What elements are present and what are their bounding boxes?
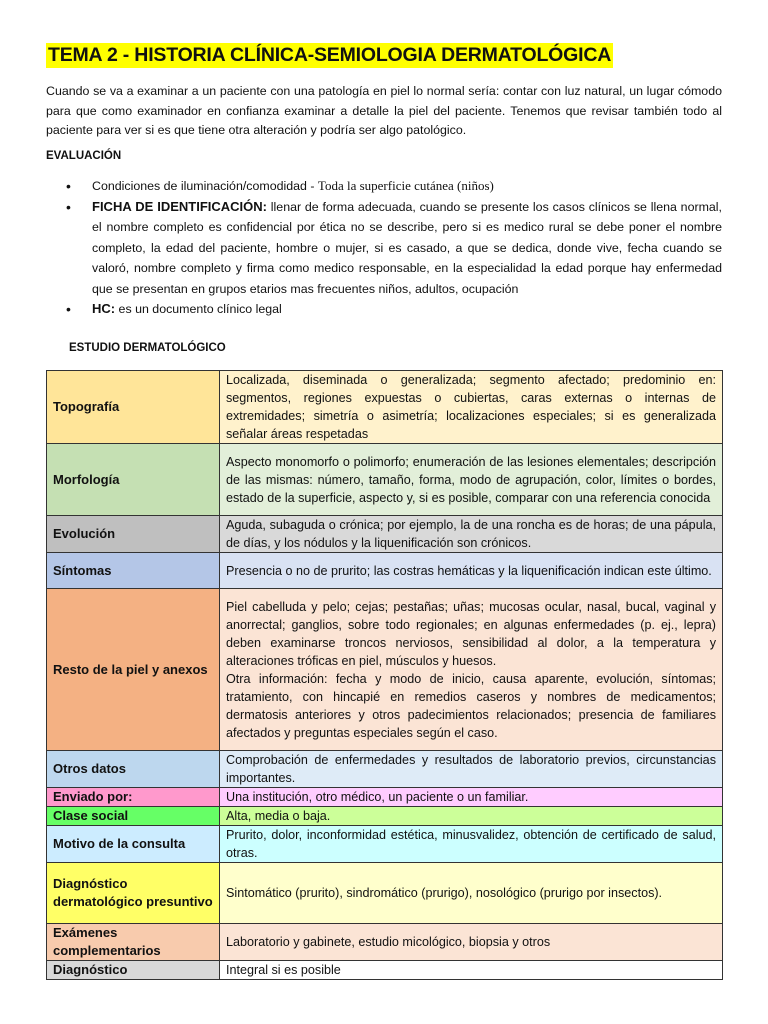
description-text: Piel cabelluda y pelo; cejas; pestañas; uñas; mucosas ocular, nasal, bucal, vaginal y anorrectal; ganglios, sobre todo regionales; en algunas enfermedades (p. ej., lepra) deben examinarse troncos nerviosos, sensibilidad al dolor, a la temperatura y alteraciones tróficas en piel, músculos y huesos. bbox=[226, 599, 716, 668]
description-text: Presencia o no de prurito; las costras hemáticas y la liquenificación indican este último. bbox=[226, 563, 712, 578]
page-title: TEMA 2 - HISTORIA CLÍNICA-SEMIOLOGIA DERMATOLÓGICA bbox=[48, 44, 612, 66]
description-text: Aspecto monomorfo o polimorfo; enumeración de las lesiones elementales; descripción de las mismas: número, tamaño, forma, modo de agrupación, color, límites o bordes, estado de la superficie, aspecto y, si es posible, comparar con una referencia conocida bbox=[226, 454, 716, 505]
row-label: Topografía bbox=[47, 371, 220, 444]
bullet-lead: FICHA DE IDENTIFICACIÓN: bbox=[92, 198, 267, 214]
description-text: Prurito, dolor, inconformidad estética, minusvalidez, obtención de certificado de salud, otras. bbox=[226, 828, 716, 860]
row-description bbox=[220, 553, 723, 589]
row-label: Diagnóstico dermatológico presuntivo bbox=[47, 863, 220, 924]
row-label: Enviado por: bbox=[47, 788, 220, 807]
table-row bbox=[47, 924, 723, 961]
row-description bbox=[220, 924, 723, 961]
description-text: Alta, media o baja. bbox=[226, 809, 331, 823]
description-text: Localizada, diseminada o generalizada; segmento afectado; predominio en: segmentos, regiones expuestas o cubiertas, caras externas o internas de extremidades; simetría o asimetría; localizaciones especiales; si es generalizada señalar áreas respetadas bbox=[226, 373, 716, 441]
table-row bbox=[47, 826, 723, 863]
table-row bbox=[47, 444, 723, 516]
list-item bbox=[46, 197, 722, 300]
description-text-extra: Otra información: fecha y modo de inicio, causa aparente, evolución, síntomas; tratamiento, con hincapié en remedios caseros y nombres de medicamentos; dermatosis anteriores y otros padecimientos relacionados; presencia de familiares afectados y preguntas especiales según el caso. bbox=[226, 671, 716, 740]
row-label: Morfología bbox=[47, 444, 220, 516]
row-description bbox=[220, 961, 723, 980]
row-description bbox=[220, 826, 723, 863]
table-row bbox=[47, 589, 723, 751]
list-item bbox=[46, 299, 722, 320]
row-label: Evolución bbox=[47, 516, 220, 553]
row-description bbox=[220, 807, 723, 826]
row-label: Exámenes complementarios bbox=[47, 924, 220, 961]
description-text: Sintomático (prurito), sindromático (prurigo), nosológico (prurigo por insectos). bbox=[226, 886, 663, 900]
description-text: Una institución, otro médico, un paciente o un familiar. bbox=[226, 790, 529, 804]
row-label: Síntomas bbox=[47, 553, 220, 589]
table-row bbox=[47, 371, 723, 444]
description-text: Integral si es posible bbox=[226, 963, 341, 977]
description-text: Comprobación de enfermedades y resultados de laboratorio previos, circunstancias importantes. bbox=[226, 753, 716, 785]
bullet-text: Condiciones de iluminación/comodidad - bbox=[92, 179, 318, 193]
table-row bbox=[47, 807, 723, 826]
bullet-lead: HC: bbox=[92, 301, 116, 316]
row-label: Otros datos bbox=[47, 751, 220, 788]
table-row bbox=[47, 863, 723, 924]
bullet-text-serif: Toda la superficie cutánea (niños) bbox=[317, 178, 494, 193]
row-description bbox=[220, 371, 723, 444]
row-description bbox=[220, 863, 723, 924]
row-description bbox=[220, 444, 723, 516]
intro-paragraph: Cuando se va a examinar a un paciente con una patología en piel lo normal sería: contar con luz natural, un lugar cómodo para que como examinador en confianza examinar a detalle la piel del paciente. Tenemos que revisar también todo al paciente para ver si es que tiene otra alteración y podría ser algo patológico. bbox=[46, 84, 722, 137]
estudio-heading: ESTUDIO DERMATOLÓGICO bbox=[69, 342, 226, 354]
bullet-text: llenar de forma adecuada, cuando se presente los casos clínicos se llena normal, el nombre completo es confidencial por ética no se describe, pero si es medico rural se debe poner el nombre completo, la edad del paciente, hombre o mujer, si es casado, a que se dedica, donde vive, fecha cuando se valoró, nombre completo y firma como medico responsable, en la especialidad la edad porque hay enfermedad que se presentan en grupos etarios mas frecuentes niños, adultos, ocupación bbox=[92, 199, 722, 296]
list-item bbox=[46, 176, 722, 197]
row-description bbox=[220, 516, 723, 553]
row-label: Diagnóstico bbox=[47, 961, 220, 980]
row-description bbox=[220, 751, 723, 788]
evaluacion-heading: EVALUACIÓN bbox=[46, 150, 122, 162]
row-description bbox=[220, 788, 723, 807]
table-row bbox=[47, 553, 723, 589]
row-label: Clase social bbox=[47, 807, 220, 826]
table-row bbox=[47, 961, 723, 980]
description-text: Laboratorio y gabinete, estudio micológico, biopsia y otros bbox=[226, 935, 551, 949]
row-description bbox=[220, 589, 723, 751]
table-row bbox=[47, 751, 723, 788]
table-row bbox=[47, 516, 723, 553]
description-text: Aguda, subaguda o crónica; por ejemplo, la de una roncha es de horas; de una pápula, de días, y los nódulos y la liquenificación son crónicos. bbox=[226, 518, 716, 550]
bullet-text: es un documento clínico legal bbox=[115, 302, 282, 316]
row-label: Resto de la piel y anexos bbox=[47, 589, 220, 751]
table-row bbox=[47, 788, 723, 807]
row-label: Motivo de la consulta bbox=[47, 826, 220, 863]
evaluation-list bbox=[46, 176, 722, 320]
dermatology-table bbox=[46, 370, 723, 980]
